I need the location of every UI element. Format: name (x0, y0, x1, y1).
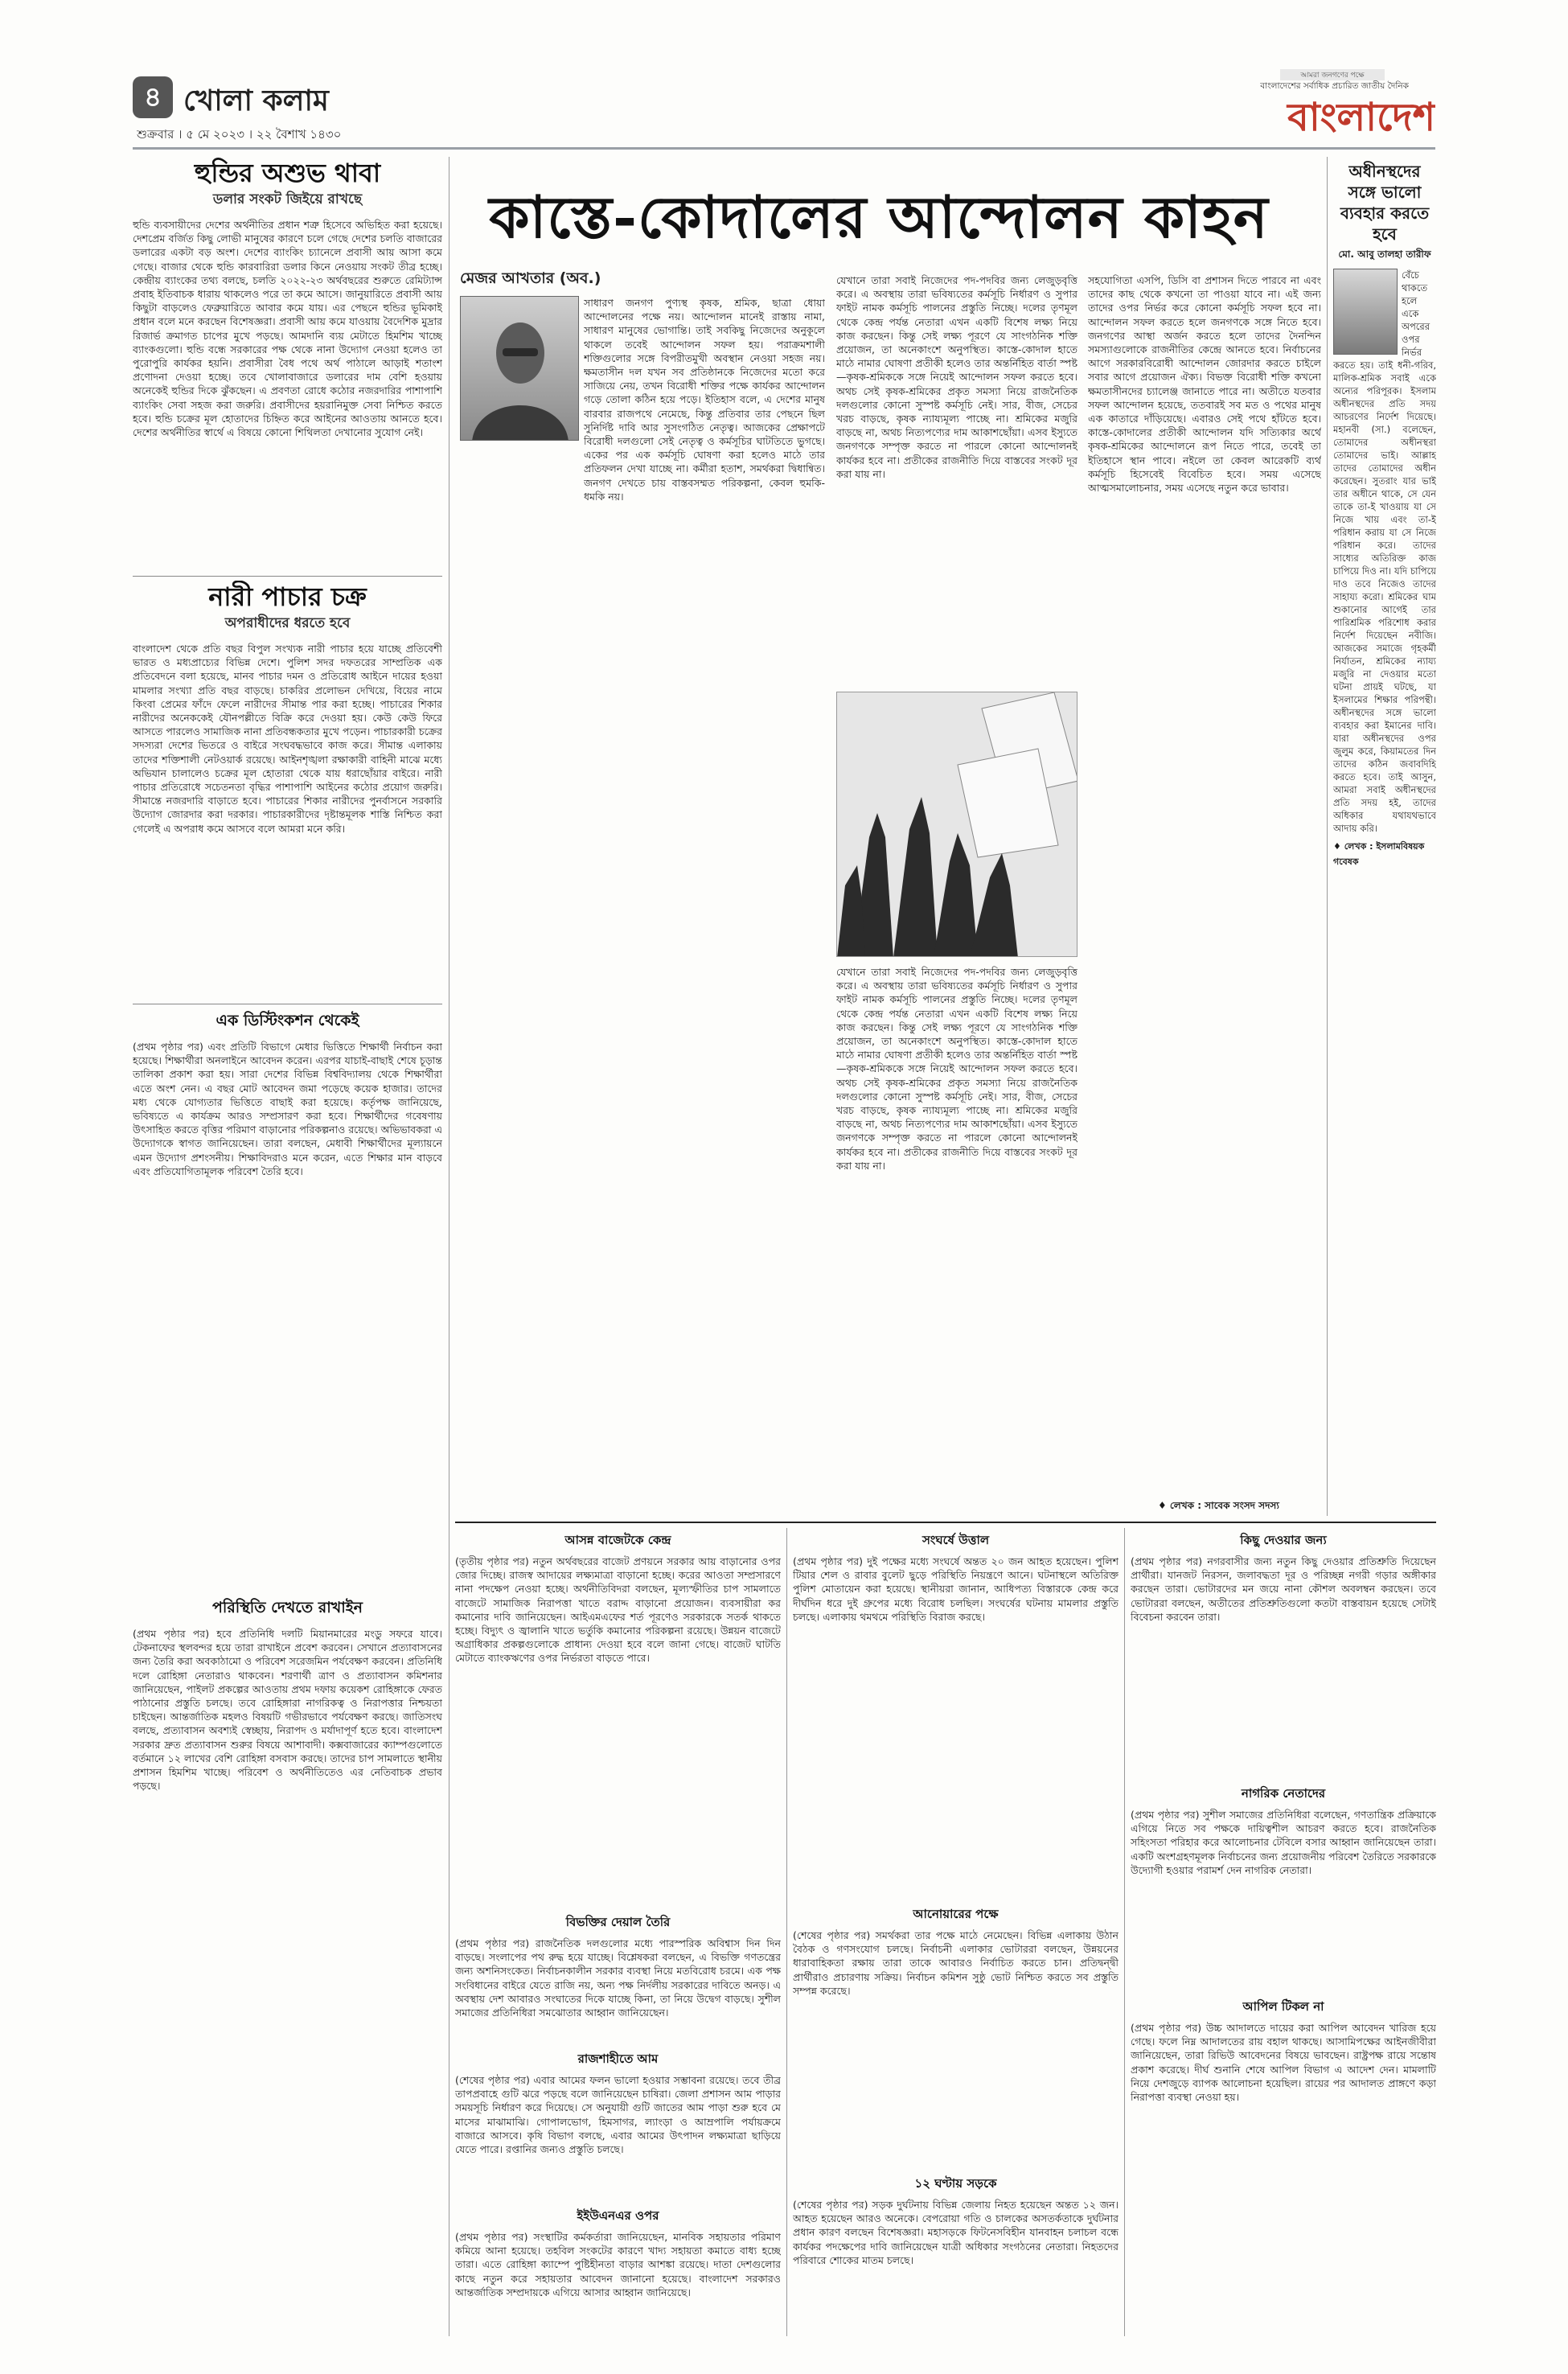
side-article-author: মো. আবু তালহা তারীফ (1338, 248, 1431, 260)
bottom-story-give (1131, 1528, 1436, 1777)
side-author-photo (1333, 269, 1398, 355)
editorial2 (133, 581, 442, 999)
story-body: (প্রথম পৃষ্ঠার পর) রাজনৈতিক দলগুলোর মধ্যে পারস্পরিক অবিশ্বাস দিন দিন বাড়ছে। সংলাপের পথ রুদ্ধ হয়ে যাচ্ছে। বিশ্লেষকরা বলছেন, এ বিভক্তি গণতন্ত্রের জন্য অশনিসংকেত। নির্বাচনকালীন সরকার ব্যবস্থা নিয়ে মতবিরোধ চরমে। এক পক্ষ সংবিধানের বাইরে যেতে রাজি নয়, অন্য পক্ষ নির্দলীয় সরকারের দাবিতে অনড়। এ অবস্থায় দেশ আবারও সংঘাতের দিকে যাচ্ছে কিনা, তা নিয়ে উদ্বেগ বাড়ছে। সুশীল সমাজের প্রতিনিধিরা সমঝোতার আহ্বান জানিয়েছেন। (455, 1937, 781, 2019)
bottom-story-anwar (793, 1902, 1119, 2167)
logo-tagline: বাংলাদেশের সর্বাধিক প্রচারিত জাতীয় দৈনিক (1260, 81, 1409, 91)
column-rule (786, 1528, 787, 2336)
story-body: (প্রথম পৃষ্ঠার পর) উচ্চ আদালতে দায়ের করা আপিল আবেদন খারিজ হয়ে গেছে। ফলে নিম্ন আদালতের রায় বহাল থাকছে। আসামিপক্ষের আইনজীবীরা জানিয়েছেন, তারা রিভিউ আবেদনের বিষয়ে ভাবছেন। রাষ্ট্রপক্ষ রায়ে সন্তোষ প্রকাশ করেছে। দীর্ঘ শুনানি শেষে আপিল বিভাগ এ আদেশ দেন। মামলাটি নিয়ে দেশজুড়ে ব্যাপক আলোচনা হয়েছিল। রায়ের পর আদালত প্রাঙ্গণে কড়া নিরাপত্তা ব্যবস্থা নেওয়া হয়। (1131, 2022, 1436, 2104)
bottom-story-appeal (1131, 1994, 1436, 2340)
main-article-author: মেজর আখতার (অব.) (460, 269, 601, 287)
story-body: (তৃতীয় পৃষ্ঠার পর) নতুন অর্থবছরের বাজেট প্রণয়নে সরকার আয় বাড়ানোর ওপর জোর দিচ্ছে। রাজস্ব আদায়ের লক্ষ্যমাত্রা বাড়ানো হচ্ছে। করের আওতা সম্প্রসারণে নানা পদক্ষেপ নেওয়া হচ্ছে। অর্থনীতিবিদরা বলছেন, মূল্যস্ফীতির চাপ সামলাতে বাজেটে সামাজিক নিরাপত্তা খাতে বরাদ্দ বাড়ানো প্রয়োজন। ব্যবসায়ীরা কর কমানোর দাবি জানিয়েছেন। আইএমএফের শর্ত পূরণেও সরকারকে সতর্ক থাকতে হচ্ছে। বিদ্যুৎ ও জ্বালানি খাতে ভর্তুকি কমানোর পরিকল্পনা রয়েছে। উন্নয়ন বাজেটে অগ্রাধিকার প্রকল্পগুলোকে প্রাধান্য দেওয়া হবে বলে জানা গেছে। বাজেট ঘাটতি মেটাতে ব্যাংকঋণের ওপর নির্ভরতা বাড়তে পারে। (455, 1555, 781, 1665)
bottom-story-mango (455, 2047, 781, 2199)
editorial1-title: হুন্ডির অশুভ থাবা (194, 158, 381, 188)
column-rule (1124, 1528, 1125, 2336)
story-body: (শেষের পৃষ্ঠার পর) সড়ক দুর্ঘটনায় বিভিন্ন জেলায় নিহত হয়েছেন অন্তত ১২ জন। আহত হয়েছেন আরও অনেকে। বেপরোয়া গতি ও চালকের অসতর্কতাকে দুর্ঘটনার প্রধান কারণ বলছেন বিশেষজ্ঞরা। মহাসড়কে ফিটনেসবিহীন যানবাহন চলাচল বন্ধে কার্যকর পদক্ষেপের দাবি জানিয়েছেন যাত্রী অধিকার সংগঠনের নেতারা। নিহতদের পরিবারে শোকের মাতম চলছে। (793, 2199, 1119, 2266)
newspaper-logo: বাংলাদেশ (1287, 95, 1435, 140)
bottom-story-clash (793, 1528, 1119, 1898)
editorial2-subtitle: অপরাধীদের ধরতে হবে (224, 615, 351, 631)
logo-tag-small: আমরা জনগণের পক্ষে (1280, 69, 1385, 80)
main-article-title: কাস্তে-কোদালের আন্দোলন কাহন (489, 183, 1269, 251)
main-article-col2: যেখানে তারা সবাই নিজেদের পদ-পদবির জন্য লেজুড়বৃত্তি করে। এ অবস্থায় তারা ভবিষ্যতের কর্মসূচি নির্ধারণ ও সুপার ফাইট নামক কর্মসূচি পালনের প্রস্তুতি নিচ্ছে। দলের তৃণমূল থেকে কেন্দ্র পর্যন্ত নেতারা এখন একটি বিশেষ লক্ষ্য নিয়ে কাজ করছেন। কিন্তু সেই লক্ষ্য পূরণে যে সাংগঠনিক শক্তি প্রয়োজন, তা অনেকাংশে অনুপস্থিত। কাস্তে-কোদাল হাতে মাঠে নামার ঘোষণা প্রতীকী হলেও তার অন্তর্নিহিত বার্তা স্পষ্ট—কৃষক-শ্রমিককে সঙ্গে নিয়েই আন্দোলন সফল করতে হবে। অথচ সেই কৃষক-শ্রমিকের প্রকৃত সমস্যা নিয়ে রাজনৈতিক দলগুলোর কোনো সুস্পষ্ট কর্মসূচি নেই। সার, বীজ, সেচের খরচ বাড়ছে, কৃষক ন্যায্যমূল্য পাচ্ছে না। শ্রমিকের মজুরি বাড়ছে না, অথচ নিত্যপণ্যের দাম আকাশছোঁয়া। এসব ইস্যুতে জনগণকে সম্পৃক্ত করতে না পারলে কোনো আন্দোলনই কার্যকর হবে না। প্রতীকের রাজনীতি দিয়ে বাস্তবের সংকট দূর করা যায় না। (836, 274, 1077, 480)
main-article-col1: সাধারণ জনগণ পুণ্যস্থ কৃষক, শ্রমিক, ছাত্রা ধোয়া আন্দোলনের পক্ষে নয়। আন্দোলন মানেই রাস্তায় নামা, সাধারণ মানুষের ভোগান্তি। তাই সবকিছু নিজেদের অনুকূলে থাকলে তবেই আন্দোলন সফল হয়। পরাক্রমশালী শক্তিগুলোর সঙ্গে বিপরীতমুখী অবস্থান নেওয়া সহজ নয়। ক্ষমতাসীন দল যখন সব প্রতিষ্ঠানকে নিজেদের মতো করে সাজিয়ে নেয়, তখন বিরোধী শক্তির পক্ষে কার্যকর আন্দোলন গড়ে তোলা কঠিন হয়ে পড়ে। ইতিহাস বলে, এ দেশের মানুষ বারবার রাজপথে নেমেছে, কিন্তু প্রতিবার তার পেছনে ছিল সুনির্দিষ্ট দাবি আর সুসংগঠিত নেতৃত্ব। আজকের প্রেক্ষাপটে বিরোধী দলগুলো সেই নেতৃত্ব ও কর্মসূচির ঘাটতিতে ভুগছে। একের পর এক কর্মসূচি ঘোষণা করা হলেও মাঠে তার প্রতিফলন দেখা যাচ্ছে না। কর্মীরা হতাশ, সমর্থকরা দ্বিধান্বিত। জনগণ দেখতে চায় বাস্তবসম্মত পরিকল্পনা, কেবল হুমকি-ধমকি নয়। (584, 297, 825, 503)
story-body: (শেষের পৃষ্ঠার পর) সমর্থকরা তার পক্ষে মাঠে নেমেছেন। বিভিন্ন এলাকায় উঠান বৈঠক ও গণসংযোগ চলছে। নির্বাচনী এলাকার ভোটাররা বলছেন, উন্নয়নের ধারাবাহিকতা রক্ষায় তারা তাকে আবারও নির্বাচিত করতে চান। প্রতিদ্বন্দ্বী প্রার্থীরাও প্রচারণায় সক্রিয়। নির্বাচন কমিশন সুষ্ঠু ভোট নিশ্চিত করতে সব প্রস্তুতি সম্পন্ন করেছে। (793, 1929, 1119, 1997)
story-body: (প্রথম পৃষ্ঠার পর) নগরবাসীর জন্য নতুন কিছু দেওয়ার প্রতিশ্রুতি দিয়েছেন প্রার্থীরা। যানজট নিরসন, জলাবদ্ধতা দূর ও পরিচ্ছন্ন নগরী গড়ার অঙ্গীকার করছেন তারা। ভোটারদের মন জয়ে নানা কৌশল অবলম্বন করছেন। তবে ভোটাররা বলছেন, অতীতের প্রতিশ্রুতিগুলো কতটা বাস্তবায়ন হয়েছে সেটাই বিবেচনা করবেন তারা। (1131, 1555, 1436, 1623)
page-number-badge: ৪ (133, 76, 173, 118)
story-title: আপিল টিকল না (1242, 1999, 1324, 2014)
side-article-footnote: ♦ লেখক : ইসলামবিষয়ক গবেষক (1333, 841, 1425, 867)
raised-hands-illustration (837, 692, 1077, 957)
story-body: (প্রথম পৃষ্ঠার পর) সুশীল সমাজের প্রতিনিধিরা বলেছেন, গণতান্ত্রিক প্রক্রিয়াকে এগিয়ে নিতে সব পক্ষকে দায়িত্বশীল আচরণ করতে হবে। রাজনৈতিক সহিংসতা পরিহার করে আলোচনার টেবিলে বসার আহ্বান জানিয়েছেন তারা। একটি অংশগ্রহণমূলক নির্বাচনের জন্য প্রয়োজনীয় পরিবেশ তৈরিতে সরকারকে উদ্যোগী হওয়ার পরামর্শ দেন নাগরিক নেতারা। (1131, 1809, 1436, 1876)
left-story-2 (133, 1596, 442, 2336)
story-title: নাগরিক নেতাদের (1241, 1786, 1326, 1801)
bottom-story-road (793, 2171, 1119, 2340)
editorial1-body: হুন্ডি ব্যবসায়ীদের দেশের অর্থনীতির প্রধান শত্রু হিসেবে অভিহিত করা হয়েছে। দেশপ্রেম বর্জিত কিছু লোভী মানুষের কারণে চলে গেছে দেশের চলতি বাজারের ডলারের একটা বড় অংশ। দেশের ব্যাংকিং চ্যানেলে প্রবাসী আয় আসা কমে গেছে। বাজার থেকে হুন্ডি কারবারিরা ডলার কিনে নেওয়ায় সংকট তীব্র হচ্ছে। কেন্দ্রীয় ব্যাংকের তথ্য বলছে, চলতি ২০২২-২৩ অর্থবছরের শুরুতে রেমিট্যান্স প্রবাহ ইতিবাচক ধারায় থাকলেও পরে তা কমে আসে। জানুয়ারিতে প্রবাসী আয় কিছুটা বাড়লেও ফেব্রুয়ারিতে আবার কমে যায়। এর পেছনে হুন্ডির ভূমিকাই প্রধান বলে মনে করছেন বিশেষজ্ঞরা। প্রবাসী আয় কমে যাওয়ায় বৈদেশিক মুদ্রার রিজার্ভ ক্রমাগত চাপের মুখে পড়ছে। আমদানি ব্যয় মেটাতে হিমশিম খাচ্ছে ব্যাংকগুলো। হুন্ডি বন্ধে সরকারের পক্ষ থেকে নানা উদ্যোগ নেওয়া হলেও তা পুরোপুরি কার্যকর হয়নি। প্রবাসীরা বৈধ পথে অর্থ পাঠালে আড়াই শতাংশ প্রণোদনা দেওয়া হচ্ছে। তবে খোলাবাজারে ডলারের দাম বেশি হওয়ায় অনেকেই হুন্ডির দিকে ঝুঁকছেন। এ প্রবণতা রোধে কঠোর নজরদারির পাশাপাশি ব্যাংকিং সেবা সহজ করা জরুরি। প্রবাসীদের হয়রানিমুক্ত সেবা নিশ্চিত করতে হবে। হুন্ডি চক্রের মূল হোতাদের চিহ্নিত করে আইনের আওতায় আনতে হবে। দেশের অর্থনীতির স্বার্থে এ বিষয়ে কোনো শিথিলতা দেখানোর সুযোগ নেই। (133, 219, 442, 439)
divider (133, 576, 442, 577)
side-article-body: বেঁচে থাকতে হলে একে অপরের ওপর নির্ভর করতে হয়। তাই ধনী-গরিব, মালিক-শ্রমিক সবাই একে অন্যের পরিপূরক। ইসলাম অধীনস্থদের প্রতি সদয় আচরণের নির্দেশ দিয়েছে। মহানবী (সা.) বলেছেন, তোমাদের অধীনস্থরা তোমাদের ভাই। আল্লাহ তাদের তোমাদের অধীন করেছেন। সুতরাং যার ভাই তার অধীনে থাকে, সে যেন তাকে তা-ই খাওয়ায় যা সে নিজে খায় এবং তা-ই পরিধান করায় যা সে নিজে পরিধান করে। তাদের সাধ্যের অতিরিক্ত কাজ চাপিয়ে দিও না। যদি চাপিয়ে দাও তবে নিজেও তাদের সাহায্য করো। শ্রমিকের ঘাম শুকানোর আগেই তার পারিশ্রমিক পরিশোধ করার নির্দেশ দিয়েছেন নবীজি। আজকের সমাজে গৃহকর্মী নির্যাতন, শ্রমিকের ন্যায্য মজুরি না দেওয়ার মতো ঘটনা প্রায়ই ঘটছে, যা ইসলামের শিক্ষার পরিপন্থী। অধীনস্থদের সঙ্গে ভালো ব্যবহার করা ইমানের দাবি। যারা অধীনস্থদের ওপর জুলুম করে, কিয়ামতের দিন তাদের কঠিন জবাবদিহি করতে হবে। তাই আসুন, আমরা সবাই অধীনস্থদের প্রতি সদয় হই, তাদের অধিকার যথাযথভাবে আদায় করি। (1333, 269, 1436, 834)
editorial1-subtitle: ডলার সংকট জিইয়ে রাখছে (212, 191, 363, 207)
date-line: শুক্রবার । ৫ মে ২০২৩ । ২২ বৈশাখ ১৪৩০ (137, 127, 342, 142)
bottom-story-budget (455, 1528, 781, 1906)
bottom-section-rule (455, 1522, 1436, 1523)
side-article (1333, 161, 1436, 1520)
author-photo-illustration (461, 297, 579, 441)
left-story-1-body: (প্রথম পৃষ্ঠার পর) এবং প্রতিটি বিভাগে মেধার ভিত্তিতে শিক্ষার্থী নির্বাচন করা হয়েছে। শিক্ষার্থীরা অনলাইনে আবেদন করেন। এরপর যাচাই-বাছাই শেষে চূড়ান্ত তালিকা প্রকাশ করা হয়। সারা দেশের বিভিন্ন বিশ্ববিদ্যালয় থেকে শিক্ষার্থীরা এতে অংশ নেন। এ বছর মোট আবেদন জমা পড়েছে কয়েক হাজার। তাদের মধ্য থেকে যোগ্যতার ভিত্তিতে বাছাই করা হয়েছে। কর্তৃপক্ষ জানিয়েছে, ভবিষ্যতে এ কার্যক্রম আরও সম্প্রসারণ করা হবে। শিক্ষার্থীদের গবেষণায় উৎসাহিত করতে বৃত্তির পরিমাণ বাড়ানোর পরিকল্পনাও রয়েছে। অভিভাবকরা এ উদ্যোগকে স্বাগত জানিয়েছেন। তারা বলছেন, মেধাবী শিক্ষার্থীদের মূল্যায়নে এমন উদ্যোগ প্রশংসনীয়। শিক্ষাবিদরাও মনে করেন, এতে শিক্ষার মান বাড়বে এবং প্রতিযোগিতামূলক পরিবেশ তৈরি হবে। (133, 1041, 442, 1177)
story-title: আসন্ন বাজেটকে কেন্দ্র (564, 1533, 671, 1547)
story-title: রাজশাহীতে আম (577, 2052, 659, 2066)
article-illustration (836, 692, 1077, 957)
left-story-1-title: এক ডিস্টিংকশন থেকেই (215, 1012, 359, 1029)
editorial2-body: বাংলাদেশ থেকে প্রতি বছর বিপুল সংখ্যক নারী পাচার হয়ে যাচ্ছে প্রতিবেশী ভারত ও মধ্যপ্রাচ্যের বিভিন্ন দেশে। পুলিশ সদর দফতরের সাম্প্রতিক এক প্রতিবেদনে বলা হয়েছে, মানব পাচার দমন ও প্রতিরোধ আইনে দায়ের হওয়া মামলার সংখ্যা প্রতি বছর বাড়ছে। চাকরির প্রলোভন দেখিয়ে, বিয়ের নামে কিংবা প্রেমের ফাঁদে ফেলে নারীদের সীমান্ত পার করা হচ্ছে। পাচারের শিকার নারীদের অনেককেই যৌনপল্লীতে বিক্রি করে দেওয়া হয়। কেউ কেউ ফিরে আসতে পারলেও সামাজিক নানা প্রতিবন্ধকতার মুখে পড়েন। পাচারকারী চক্রের সদস্যরা দেশের ভিতরে ও বাইরে সংঘবদ্ধভাবে কাজ করে। সীমান্ত এলাকায় তাদের শক্তিশালী নেটওয়ার্ক রয়েছে। আইনশৃঙ্খলা রক্ষাকারী বাহিনী মাঝে মধ্যে অভিযান চালালেও চক্রের মূল হোতারা থেকে যায় ধরাছোঁয়ার বাইরে। নারী পাচার প্রতিরোধে সচেতনতা বৃদ্ধির পাশাপাশি আইনের কঠোর প্রয়োগ জরুরি। সীমান্তে নজরদারি বাড়াতে হবে। পাচারের শিকার নারীদের পুনর্বাসনে সরকারি উদ্যোগ জোরদার করা দরকার। পাচারকারীদের দৃষ্টান্তমূলক শাস্তি নিশ্চিত করা গেলেই এ অপরাধ কমে আসবে বলে আমরা মনে করি। (133, 643, 442, 835)
bottom-story-citizens (1131, 1781, 1436, 1990)
main-article-col3: সহযোগিতা এসপি, ডিসি বা প্রশাসন দিতে পারবে না এবং তাদের কাছ থেকে কখনো তা পাওয়া যাবে না। এই জন্য তাদের ওপর নির্ভর করে কোনো কর্মসূচি সফল হবে না। আন্দোলন সফল করতে হলে জনগণকে সঙ্গে নিতে হবে। জনগণের আস্থা অর্জন করতে হলে তাদের দৈনন্দিন সমস্যাগুলোকে রাজনীতির কেন্দ্রে আনতে হবে। নির্বাচনের আগে সরকারবিরোধী আন্দোলন জোরদার করতে চাইলে সবার আগে প্রয়োজন ঐক্য। বিভক্ত বিরোধী শক্তি কখনো ক্ষমতাসীনদের চ্যালেঞ্জ জানাতে পারে না। অতীতে যতবার সফল আন্দোলন হয়েছে, ততবারই সব মত ও পথের মানুষ এক কাতারে দাঁড়িয়েছে। এবারও সেই পথে হাঁটতে হবে। কাস্তে-কোদালের প্রতীকী আন্দোলন যদি সত্যিকার অর্থে কৃষক-শ্রমিকের আন্দোলনে রূপ নিতে পারে, তবেই তা ইতিহাসে স্থান পাবে। নইলে তা কেবল আরেকটি ব্যর্থ কর্মসূচি হিসেবেই বিবেচিত হবে। সময় এসেছে আত্মসমালোচনার, সময় এসেছে নতুন করে ভাবার। (1088, 274, 1321, 495)
left-story-1 (133, 1009, 442, 1588)
story-title: আনোয়ারের পক্ষে (913, 1907, 999, 1921)
story-body: (প্রথম পৃষ্ঠার পর) সংস্থাটির কর্মকর্তারা জানিয়েছেন, মানবিক সহায়তার পরিমাণ কমিয়ে আনা হয়েছে। তহবিল সংকটের কারণে খাদ্য সহায়তা কমাতে বাধ্য হচ্ছে তারা। এতে রোহিঙ্গা ক্যাম্পে পুষ্টিহীনতা বাড়ার আশঙ্কা রয়েছে। দাতা দেশগুলোর কাছে নতুন করে সহায়তার আবেদন জানানো হয়েছে। বাংলাদেশ সরকারও আন্তর্জাতিক সম্প্রদায়কে এগিয়ে আসার আহ্বান জানিয়েছে। (455, 2231, 781, 2298)
author-photo (460, 296, 579, 441)
story-body: (প্রথম পৃষ্ঠার পর) দুই পক্ষের মধ্যে সংঘর্ষে অন্তত ২০ জন আহত হয়েছেন। পুলিশ টিয়ার শেল ও রাবার বুলেট ছুড়ে পরিস্থিতি নিয়ন্ত্রণে আনে। ঘটনাস্থলে অতিরিক্ত পুলিশ মোতায়েন করা হয়েছে। স্থানীয়রা জানান, আধিপত্য বিস্তারকে কেন্দ্র করে দীর্ঘদিন ধরে দুই গ্রুপের মধ্যে বিরোধ চলছিল। সংঘর্ষের ঘটনায় মামলার প্রস্তুতি চলছে। এলাকায় থমথমে পরিস্থিতি বিরাজ করছে। (793, 1555, 1119, 1623)
side-article-title: অধীনস্থদের সঙ্গে ভালো ব্যবহার করতে হবে (1340, 162, 1430, 244)
masthead-rule (133, 147, 1435, 150)
main-article-col2-cont: যেখানে তারা সবাই নিজেদের পদ-পদবির জন্য লেজুড়বৃত্তি করে। এ অবস্থায় তারা ভবিষ্যতের কর্মসূচি নির্ধারণ ও সুপার ফাইট নামক কর্মসূচি পালনের প্রস্তুতি নিচ্ছে। দলের তৃণমূল থেকে কেন্দ্র পর্যন্ত নেতারা এখন একটি বিশেষ লক্ষ্য নিয়ে কাজ করছেন। কিন্তু সেই লক্ষ্য পূরণে যে সাংগঠনিক শক্তি প্রয়োজন, তা অনেকাংশে অনুপস্থিত। কাস্তে-কোদাল হাতে মাঠে নামার ঘোষণা প্রতীকী হলেও তার অন্তর্নিহিত বার্তা স্পষ্ট—কৃষক-শ্রমিককে সঙ্গে নিয়েই আন্দোলন সফল করতে হবে। অথচ সেই কৃষক-শ্রমিকের প্রকৃত সমস্যা নিয়ে রাজনৈতিক দলগুলোর কোনো সুস্পষ্ট কর্মসূচি নেই। সার, বীজ, সেচের খরচ বাড়ছে, কৃষক ন্যায্যমূল্য পাচ্ছে না। শ্রমিকের মজুরি বাড়ছে না, অথচ নিত্যপণ্যের দাম আকাশছোঁয়া। এসব ইস্যুতে জনগণকে সম্পৃক্ত করতে না পারলে কোনো আন্দোলনই কার্যকর হবে না। প্রতীকের রাজনীতি দিয়ে বাস্তবের সংকট দূর করা যায় না। (836, 966, 1077, 1172)
editorial1 (133, 157, 442, 571)
editorial2-title: নারী পাচার চক্র (208, 581, 367, 612)
left-story-2-body: (প্রথম পৃষ্ঠার পর) হবে প্রতিনিধি দলটি মিয়ানমারের মংডু সফরে যাবে। টেকনাফের স্থলবন্দর হয়ে তারা রাখাইনে প্রবেশ করবেন। সেখানে প্রত্যাবাসনের জন্য তৈরি করা অবকাঠামো ও পরিবেশ সরেজমিন পর্যবেক্ষণ করবেন। প্রতিনিধি দলে রোহিঙ্গা নেতারাও থাকবেন। শরণার্থী ত্রাণ ও প্রত্যাবাসন কমিশনার জানিয়েছেন, পাইলট প্রকল্পের আওতায় প্রথম দফায় কয়েকশ রোহিঙ্গাকে ফেরত পাঠানোর প্রস্তুতি চলছে। তবে রোহিঙ্গারা নাগরিকত্ব ও নিরাপত্তার নিশ্চয়তা চাইছেন। আন্তর্জাতিক মহলও বিষয়টি গভীরভাবে পর্যবেক্ষণ করছে। জাতিসংঘ বলছে, প্রত্যাবাসন অবশ্যই স্বেচ্ছায়, নিরাপদ ও মর্যাদাপূর্ণ হতে হবে। বাংলাদেশ সরকার দ্রুত প্রত্যাবাসন শুরুর বিষয়ে আশাবাদী। কক্সবাজারের ক্যাম্পগুলোতে বর্তমানে ১২ লাখের বেশি রোহিঙ্গা বসবাস করছে। তাদের চাপ সামলাতে স্থানীয় প্রশাসন হিমশিম খাচ্ছে। পরিবেশ ও অর্থনীতিতেও এর নেতিবাচক প্রভাব পড়ছে। (133, 1628, 442, 1793)
story-title: কিছু দেওয়ার জন্য (1240, 1533, 1327, 1547)
section-title: খোলা কলাম (183, 84, 329, 117)
bottom-story-un (455, 2204, 781, 2340)
story-title: বিভক্তির দেয়াল তৈরি (565, 1915, 671, 1929)
story-body: (শেষের পৃষ্ঠার পর) এবার আমের ফলন ভালো হওয়ার সম্ভাবনা রয়েছে। তবে তীব্র তাপপ্রবাহে গুটি ঝরে পড়ছে বলে জানিয়েছেন চাষিরা। জেলা প্রশাসন আম পাড়ার সময়সূচি নির্ধারণ করে দিয়েছে। সে অনুযায়ী গুটি জাতের আম পাড়া শুরু হবে মে মাসের মাঝামাঝি। গোপালভোগ, হিমসাগর, ল্যাংড়া ও আম্রপালি পর্যায়ক্রমে বাজারে আসবে। কৃষি বিভাগ বলছে, এবার আমের উৎপাদন লক্ষ্যমাত্রা ছাড়িয়ে যেতে পারে। রপ্তানির জন্যও প্রস্তুতি চলছে। (455, 2074, 781, 2156)
bottom-story-wall (455, 1910, 781, 2043)
story-title: ১২ ঘণ্টায় সড়কে (914, 2176, 997, 2191)
story-title: সংঘর্ষে উত্তাল (922, 1533, 990, 1547)
main-article-footnote: ♦ লেখক : সাবেক সংসদ সদস্য (1158, 1500, 1279, 1511)
left-story-2-title: পরিস্থিতি দেখতে রাখাইন (212, 1599, 363, 1616)
column-rule (1327, 157, 1328, 1516)
story-title: ইইউএনএর ওপর (577, 2208, 659, 2223)
